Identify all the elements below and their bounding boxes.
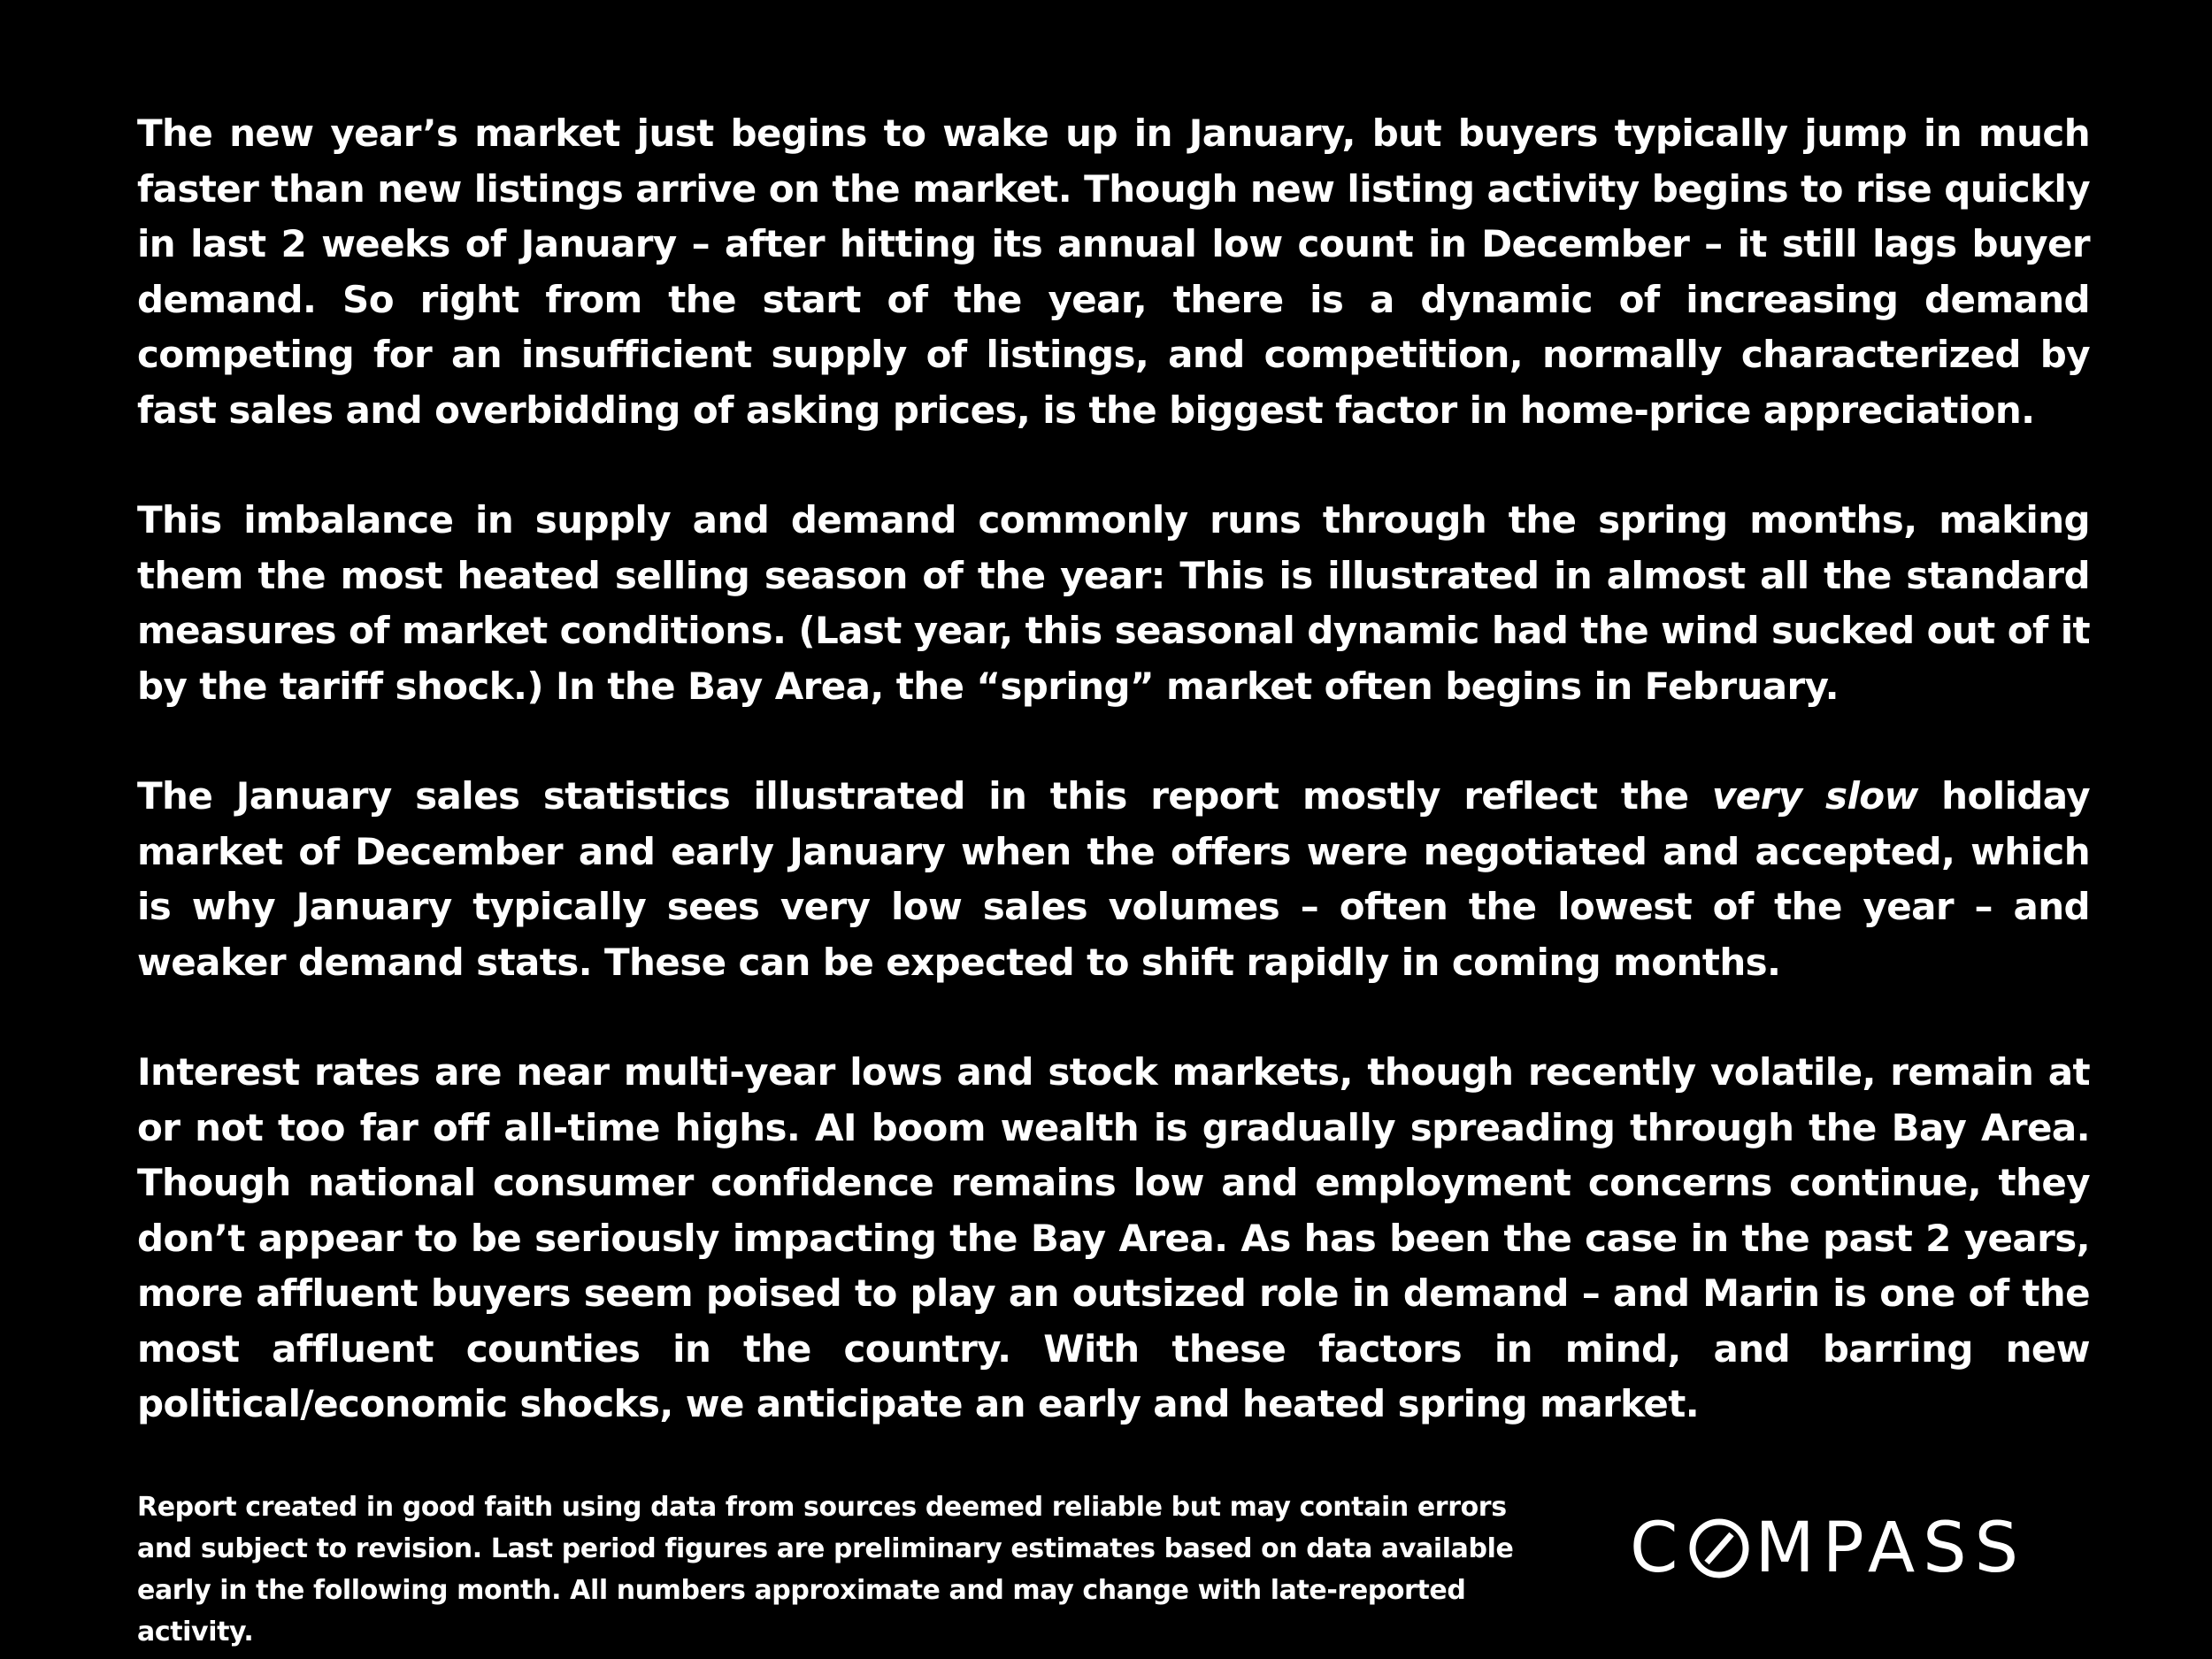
- paragraph-january-statistics-emphasis: very slow: [1712, 774, 1918, 818]
- paragraph-market-wakeup: The new year’s market just begins to wake up in January, but buyers typically jump in much faster than new listings arrive on the market. Though new listing activity begins to rise quickly in last 2 weeks of January – after hitting its annual low count in December – it still lags buyer demand. So right from the start of the year, there is a dynamic of increasing demand competing for an insufficient supply of listings, and competition, normally characterized by fast sales and overbidding of asking prices, is the biggest factor in home-price appreciation.: [137, 111, 2090, 432]
- compass-logo: C MPASS: [1630, 1509, 2027, 1588]
- report-commentary: [137, 106, 2090, 1432]
- paragraph-outlook: Interest rates are near multi-year lows and stock markets, though recently volatile, remain at or not too far off all-time highs. AI boom wealth is gradually spreading through the Bay Area. Though national consumer confidence remains low and employment concerns continue, they don’t appear to be seriously impacting the Bay Area. As has been the case in the past 2 years, more affluent buyers seem poised to play an outsized role in demand – and Marin is one of the most affluent counties in the country. With these factors in mind, and barring new political/economic shocks, we anticipate an early and heated spring market.: [137, 1050, 2090, 1425]
- paragraph-january-statistics-part1: The January sales statistics illustrated in this report mostly reflect the: [137, 774, 1713, 818]
- compass-logo-o-icon: [1687, 1517, 1751, 1580]
- paragraph-supply-demand-imbalance: This imbalance in supply and demand commonly runs through the spring months, making them the most heated selling season of the year: This is illustrated in almost all the standard measures of market conditions. (Last year, this seasonal dynamic had the wind sucked out of it by the tariff shock.) In the Bay Area, the “spring” market often begins in February.: [137, 498, 2090, 708]
- paragraph-january-statistics: [137, 769, 2090, 990]
- paragraph-january-statistics-part2: holiday market of December and early January when the offers were negotiated and accepted, which is why January typically sees very low sales volumes – often the lowest of the year – and weaker demand stats. These can be expected to shift rapidly in coming months.: [137, 774, 2090, 984]
- disclaimer-text: Report created in good faith using data from sources deemed reliable but may contain errors and subject to revision. Last period figures are preliminary estimates based on data available early in the following month. All numbers approximate and may change with late-reported activity.: [137, 1492, 1514, 1647]
